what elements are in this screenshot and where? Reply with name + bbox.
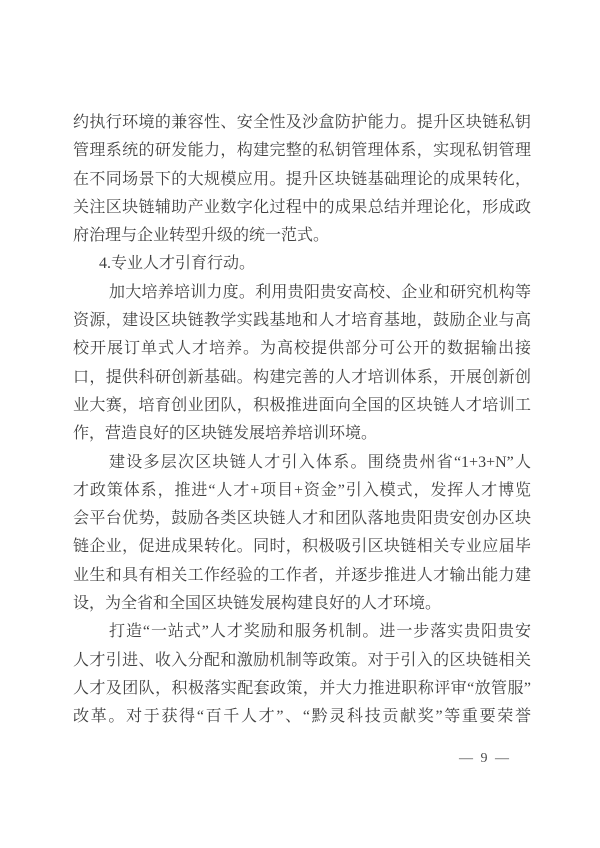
heading-line: 4.专业人才引育行动。 <box>99 255 256 273</box>
numbered-heading <box>73 250 531 278</box>
text-line: 才政策体系，推进“人才+项目+资金”引入模式，发挥人才博览 <box>73 481 531 499</box>
page-number: — 9 — <box>459 751 510 766</box>
text-line: 管理系统的研发能力，构建完整的私钥管理体系，实现私钥管理 <box>73 142 531 160</box>
text-line: 关注区块链辅助产业数字化过程中的成果总结并理论化，形成政 <box>73 198 531 216</box>
paragraph-training <box>73 279 531 449</box>
text-line: 人才引进、收入分配和激励机制等政策。对于引入的区块链相关 <box>73 651 531 669</box>
text-line: 在不同场景下的大规模应用。提升区块链基础理论的成果转化， <box>73 170 531 188</box>
text-line: 链企业，促进成果转化。同时，积极吸引区块链相关专业应届毕 <box>73 538 531 556</box>
text-line: 业大赛，培育创业团队，积极推进面向全国的区块链人才培训工 <box>73 396 531 414</box>
text-line: 府治理与企业转型升级的统一范式。 <box>73 227 330 245</box>
text-line: 人才及团队，积极落实配套政策，并大力推进职称评审“放管服” <box>73 679 531 697</box>
text-line: 设，为全省和全国区块链发展构建良好的人才环境。 <box>73 595 442 613</box>
text-block <box>73 109 531 732</box>
paragraph-continuation <box>73 109 531 250</box>
text-line: 会平台优势，鼓励各类区块链人才和团队落地贵阳贵安创办区块 <box>73 510 531 528</box>
text-line: 改革。对于获得“百千人才”、“黔灵科技贡献奖”等重要荣誉 <box>73 708 531 726</box>
text-line: 业生和具有相关工作经验的工作者，并逐步推进人才输出能力建 <box>73 566 531 584</box>
text-line: 校开展订单式人才培养。为高校提供部分可公开的数据输出接 <box>73 340 531 358</box>
text-line: 口，提供科研创新基础。构建完善的人才培训体系，开展创新创 <box>73 368 531 386</box>
text-line: 建设多层次区块链人才引入体系。围绕贵州省“1+3+N”人 <box>109 453 531 471</box>
text-line: 约执行环境的兼容性、安全性及沙盒防护能力。提升区块链私钥 <box>73 114 531 131</box>
text-line: 资源，建设区块链教学实践基地和人才培育基地，鼓励企业与高 <box>73 312 531 330</box>
text-line: 作，营造良好的区块链发展培养培训环境。 <box>73 425 378 443</box>
paragraph-talent-intro <box>73 449 531 619</box>
text-line: 打造“一站式”人才奖励和服务机制。进一步落实贵阳贵安 <box>109 623 531 641</box>
text-line: 加大培养培训力度。利用贵阳贵安高校、企业和研究机构等 <box>109 283 531 301</box>
paragraph-reward-mechanism <box>73 618 531 731</box>
